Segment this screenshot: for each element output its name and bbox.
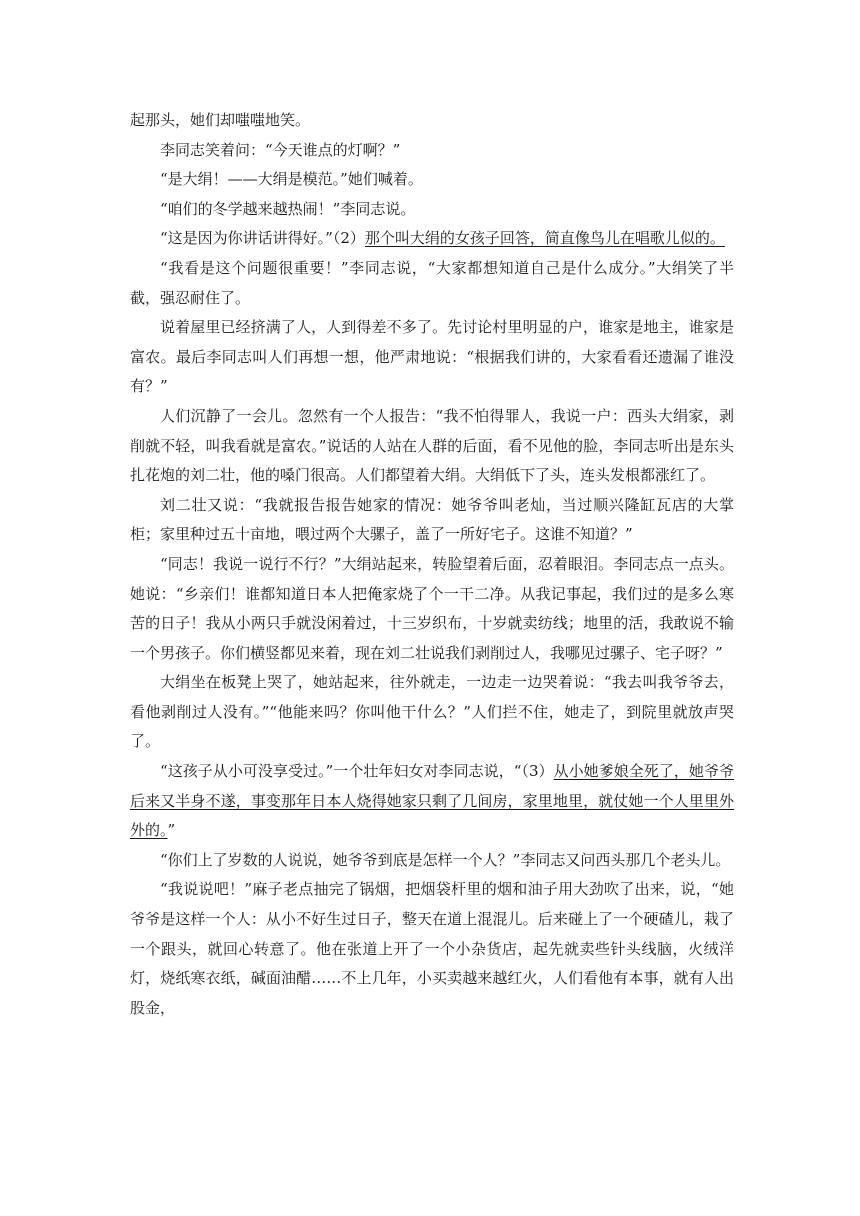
paragraph-5: [130, 224, 734, 254]
paragraph-11: [130, 668, 734, 757]
paragraph-text: “我看是这个问题很重要！”李同志说，“大家都想知道自己是什么成分。”大绢笑了半截，强忍耐住了。: [130, 258, 734, 307]
paragraph-2: [130, 136, 734, 166]
paragraph-12: [130, 757, 734, 846]
paragraph-text: 人们沉静了一会儿。忽然有一个人报告：“我不怕得罪人，我说一户：西头大绢家，剥削就不轻，叫我看就是富农。”说话的人站在人群的后面，看不见他的脸，李同志听出是东头扎花炮的刘二壮，他的嗓门很高。人们都望着大绢。大绢低下了头，连头发根都涨红了。: [130, 406, 734, 485]
paragraph-6: [130, 254, 734, 313]
paragraph-text: “你们上了岁数的人说说，她爷爷到底是怎样一个人？”李同志又问西头那几个老头儿。: [160, 850, 731, 869]
paragraph-9: [130, 491, 734, 550]
paragraph-text: 李同志笑着问：“今天谁点的灯啊？”: [160, 140, 401, 159]
paragraph-4: [130, 195, 734, 225]
paragraph-14: [130, 875, 734, 1023]
paragraph-text: 大绢坐在板凳上哭了，她站起来，往外就走，一边走一边哭着说：“我去叫我爷爷去，看他剥削过人没有。”“他能来吗？你叫他干什么？”人们拦不住，她走了，到院里就放声哭了。: [130, 673, 734, 751]
underlined-sentence-3: 从小她爹娘全死了，她爷爷后来又半身不遂，事变那年日本人烧得她家只剩了几间房，家里地里，就仗她一个人里里外外的。: [130, 762, 734, 840]
underlined-sentence-2: 那个叫大绢的女孩子回答，简直像鸟儿在唱歌儿似的。: [364, 229, 725, 248]
paragraph-text: “同志！我说一说行不行？”大绢站起来，转脸望着后面，忍着眼泪。李同志点一点头。她说：“乡亲们！谁都知道日本人把俺家烧了个一干二净。从我记事起，我们过的是多么寒苦的日子！我从小两只手就没闲着过，十三岁织布，十岁就卖纺线；地里的活，我敢说不输一个男孩子。你们横竖都见来着，现在刘二壮说我们剥削过人，我哪见过骡子、宅子呀？”: [130, 554, 734, 662]
paragraph-text: “我说说吧！”麻子老点抽完了锅烟，把烟袋杆里的烟和油子用大劲吹了出来，说，“她爷爷是这样一个人：从小不好生过日子，整天在道上混混儿。后来碰上了一个硬碴儿，栽了一个跟头，就回心转意了。他在张道上开了一个小杂货店，起先就卖些针头线脑，火绒洋灯，烧纸寒衣纸，碱面油醋……不上几年，小买卖越来越红火，人们看他有本事，就有人出股金，: [130, 880, 734, 1017]
paragraph-text: “这是因为你讲话讲得好。”（2）: [160, 229, 365, 248]
paragraph-8: [130, 402, 734, 491]
paragraph-1: [130, 106, 734, 136]
paragraph-3: [130, 165, 734, 195]
paragraph-text: “这孩子从小可没享受过。”一个壮年妇女对李同志说，“（3）: [160, 762, 554, 781]
paragraph-text: 起那头，她们却嗤嗤地笑。: [130, 111, 311, 129]
paragraph-13: [130, 846, 734, 876]
paragraph-text: 说着屋里已经挤满了人，人到得差不多了。先讨论村里明显的户，谁家是地主，谁家是富农。最后李同志叫人们再想一想，他严肃地说：“根据我们讲的，大家看看还遗漏了谁没有？”: [130, 318, 734, 396]
paragraph-text: “咱们的冬学越来越热闹！”李同志说。: [160, 199, 416, 218]
paragraph-text: ”: [167, 821, 176, 840]
paragraph-text: “是大绢！——大绢是模范。”她们喊着。: [160, 170, 423, 189]
paragraph-7: [130, 313, 734, 402]
paragraph-text: 刘二壮又说：“我就报告报告她家的情况：她爷爷叫老灿，当过顺兴隆缸瓦店的大掌柜；家里种过五十亩地，喂过两个大骡子，盖了一所好宅子。这谁不知道？”: [130, 495, 734, 544]
story-text: [130, 106, 734, 1023]
paragraph-10: [130, 550, 734, 668]
